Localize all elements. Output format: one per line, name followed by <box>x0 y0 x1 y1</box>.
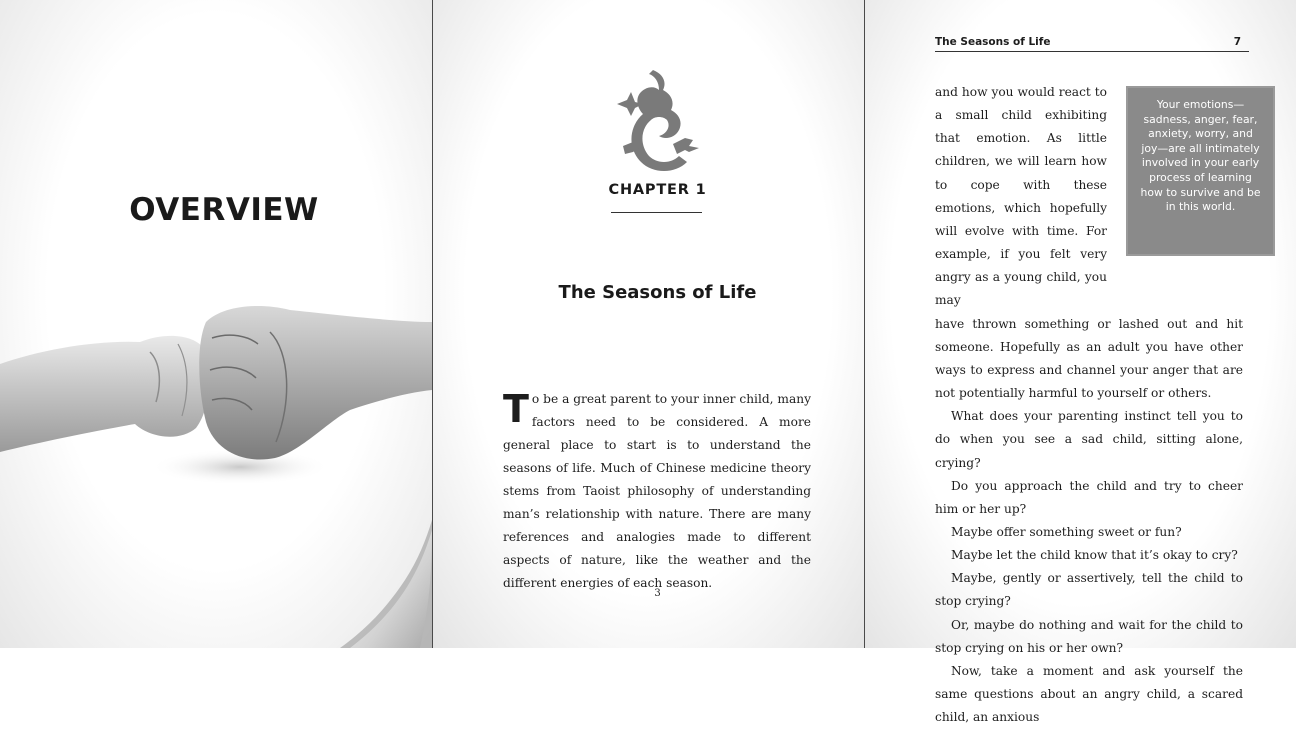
pull-quote-text: Your emotions—sadness, anger, fear, anxiety, worry, and joy—are all intimately involved in your early process of learning how to survive and be in this world. <box>1140 98 1261 214</box>
section-heading: OVERVIEW <box>129 192 319 228</box>
paragraph: Or, maybe do nothing and wait for the child to stop crying on his or her own? <box>935 617 1243 655</box>
running-head <box>935 35 1249 52</box>
paragraph: Maybe, gently or assertively, tell the child to stop crying? <box>935 571 1243 609</box>
chapter-opening-page <box>433 0 864 648</box>
text-page <box>865 0 1296 725</box>
continued-paragraph: have thrown something or lashed out and hit someone. Hopefully as an adult you have other ways to express and channel your anger that are not potentially harmful to yourself or others. <box>935 316 1243 401</box>
paragraph-text: o be a great parent to your inner child, many factors need to be considered. A more general place to start is to understand the seasons of life. Much of Chinese medicine theory stems from Taoist philosophy of understanding man’s relationship with nature. There are many references and analogies made to different aspects of nature, like the weather and the different energies of each season. <box>503 392 811 590</box>
page-number: 7 <box>1233 36 1241 48</box>
left-page <box>0 0 432 648</box>
paragraph: What does your parenting instinct tell you to do when you see a sad child, sitting alone, crying? <box>935 409 1243 470</box>
paragraph: Maybe offer something sweet or fun? <box>951 524 1182 539</box>
paragraph: Maybe let the child know that it’s okay to cry? <box>951 548 1238 563</box>
chapter-label: CHAPTER 1 <box>608 182 707 198</box>
opening-paragraph <box>503 388 811 595</box>
wrapped-text: and how you would react to a small child exhibiting that emotion. As little children, we will learn how to cope with these emotions, which hopefully will evolve with time. For example, if you felt very angry as a young child, you may <box>935 85 1107 308</box>
drop-cap: T <box>503 387 529 431</box>
chapter-title: The Seasons of Life <box>558 282 757 303</box>
paragraph: Do you approach the child and try to cheer him or her up? <box>935 478 1243 516</box>
fist-bump-image <box>0 292 432 492</box>
paragraph: Now, take a moment and ask yourself the same questions about an angry child, a scared child, an anxious <box>935 663 1243 725</box>
body-text <box>935 81 1243 729</box>
running-head-title: The Seasons of Life <box>935 36 1051 48</box>
page-number: 3 <box>654 588 661 599</box>
chapter-rule <box>611 212 702 213</box>
dragon-icon <box>613 68 703 172</box>
page-curl-graphic <box>310 520 432 648</box>
